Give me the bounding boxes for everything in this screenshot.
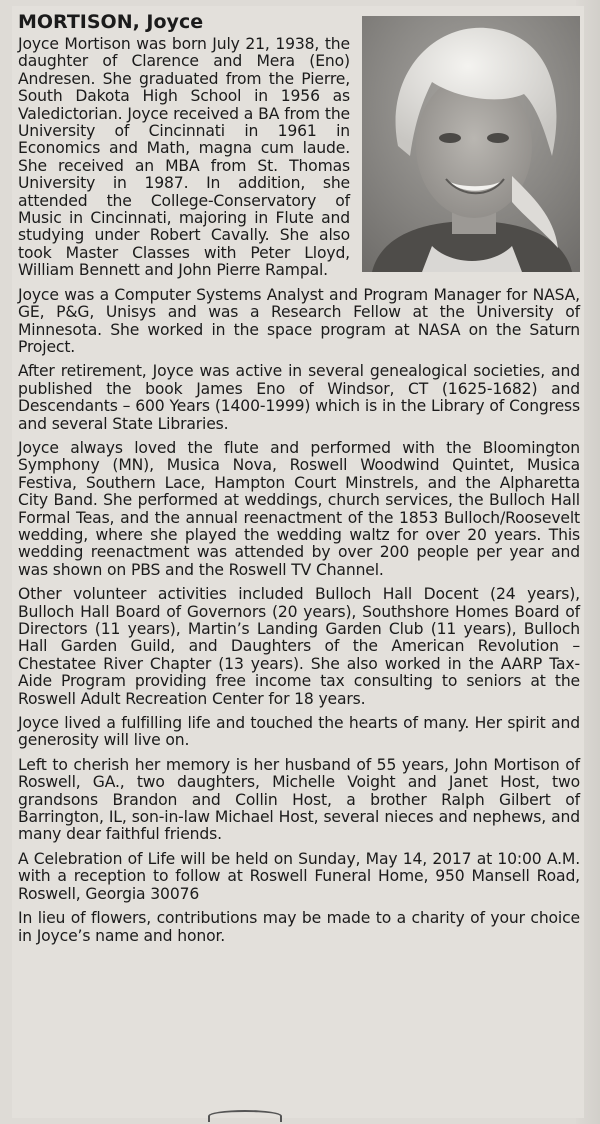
paragraph-legacy: Joyce lived a fulfilling life and touched the hearts of many. Her spirit and generosity will live on.	[18, 714, 580, 750]
paragraph-survivors: Left to cherish her memory is her husband of 55 years, John Mortison of Roswell, GA., two daughters, Michelle Voight and Janet Host, two grandsons Brandon and Collin Host, a brother Ralph Gilbert of Barrington, IL, son-in-law Michael Host, several nieces and nephews, and many dear faithful friends.	[18, 755, 580, 844]
photo-wrap-space	[350, 10, 580, 272]
paragraph-service: A Celebration of Life will be held on Sunday, May 14, 2017 at 10:00 A.M. with a reception to follow at Roswell Funeral Home, 950 Mansell Road, Roswell, Georgia 30076	[18, 849, 580, 903]
paragraph-music: Joyce always loved the flute and performed with the Bloomington Symphony (MN), Musica Nova, Roswell Woodwind Quintet, Musica Festiva, Southern Lace, Hampton Court Minstrels, and the Alpharetta City Band. She performed at weddings, church services, the Bulloch Hall Formal Teas, and the annual reenactment of the 1853 Bulloch/Roosevelt wedding, where she played the wedding waltz for over 20 years. This wedding reenactment was attended by over 200 people per year and was shown on PBS and the Roswell TV Channel.	[18, 438, 580, 579]
paragraph-career: Joyce was a Computer Systems Analyst and Program Manager for NASA, GE, P&G, Unisys and was a Research Fellow at the University of Minnesota. She worked in the space program at NASA on the Saturn Project.	[18, 285, 580, 356]
paragraph-memorials: In lieu of flowers, contributions may be made to a charity of your choice in Joyce’s name and honor.	[18, 909, 580, 945]
paragraph-retirement: After retirement, Joyce was active in several genealogical societies, and published the book James Eno of Windsor, CT (1625-1682) and Descendants – 600 Years (1400-1999) which is in the Library of Congress and several State Libraries.	[18, 362, 580, 433]
obituary-clipping	[12, 6, 584, 1118]
paragraph-biography: Joyce Mortison was born July 21, 1938, the daughter of Clarence and Mera (Eno) Andresen. She graduated from the Pierre, South Dakota High School in 1956 as Valedictorian. Joyce received a BA from the University of Cincinnati in 1961 in Economics and Math, magna cum laude. She received an MBA from St. Thomas University in 1987. In addition, she attended the College-Conservatory of Music in Cincinnati, majoring in Flute and studying under Robert Cavally. She also took Master Classes with Peter Lloyd, William Bennett and John Pierre Rampal.	[18, 35, 350, 280]
paragraph-volunteer: Other volunteer activities included Bulloch Hall Docent (24 years), Bulloch Hall Board of Governors (20 years), Southshore Homes Board of Directors (11 years), Martin’s Landing Garden Club (11 years), Bulloch Hall Garden Guild, and Daughters of the American Revolution – Chestatee River Chapter (13 years). She also worked in the AARP Tax-Aide Program providing free income tax consulting to seniors at the Roswell Adult Recreation Center for 18 years.	[18, 585, 580, 708]
obituary-name-heading: MORTISON, Joyce	[18, 11, 204, 33]
obituary-text	[18, 10, 580, 952]
next-item-edge	[208, 1110, 282, 1122]
